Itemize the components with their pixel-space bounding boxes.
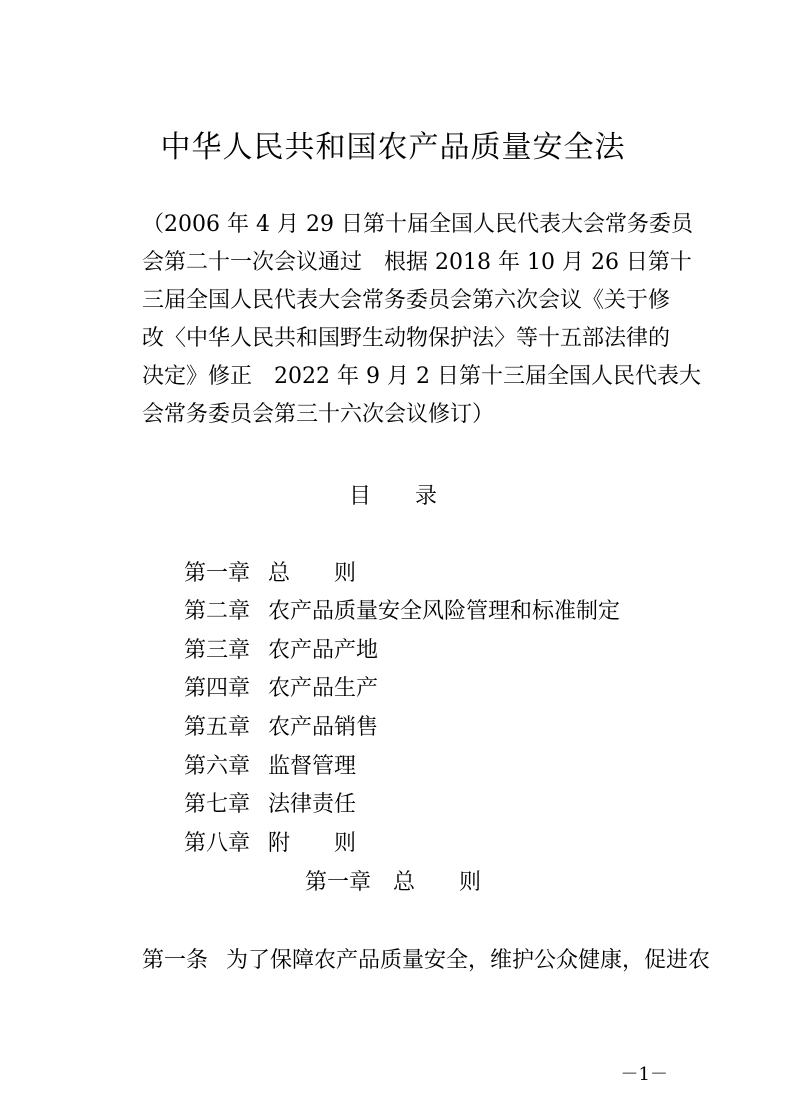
toc-chapter-number: 第五章 bbox=[183, 714, 250, 740]
toc-heading: 目 录 bbox=[348, 484, 437, 509]
preamble-line: 决定》修正 2022 年 9 月 2 日第十三届全国人民代表大 bbox=[142, 364, 701, 389]
toc-item bbox=[142, 516, 702, 586]
toc-chapter-number: 第一章 bbox=[183, 560, 250, 586]
preamble-line: 三届全国人民代表大会常务委员会第六次会议《关于修 bbox=[142, 288, 671, 313]
toc-chapter-title: 法律责任 bbox=[267, 792, 356, 818]
toc-chapter-title: 附 则 bbox=[267, 830, 356, 856]
toc-chapter-title: 总 则 bbox=[267, 560, 356, 586]
toc-chapter-number: 第六章 bbox=[183, 753, 250, 779]
toc-chapter-title: 农产品质量安全风险管理和标准制定 bbox=[267, 599, 620, 625]
preamble-line: （2006 年 4 月 29 日第十届全国人民代表大会常务委员 bbox=[142, 212, 693, 237]
preamble-line: 会第二十一次会议通过 根据 2018 年 10 月 26 日第十 bbox=[142, 250, 692, 275]
toc-chapter-number: 第八章 bbox=[183, 830, 250, 856]
page-number: －1－ bbox=[620, 1064, 668, 1085]
toc-chapter-title: 农产品生产 bbox=[267, 676, 378, 702]
toc-chapter-number: 第三章 bbox=[183, 637, 250, 663]
document-preamble bbox=[142, 206, 701, 434]
chapter-heading: 第一章 总 则 bbox=[304, 870, 481, 895]
article-paragraph bbox=[142, 942, 722, 980]
table-of-contents bbox=[142, 516, 702, 856]
toc-chapter-number: 第二章 bbox=[183, 599, 250, 625]
toc-chapter-number: 第四章 bbox=[183, 676, 250, 702]
preamble-line: 会常务委员会第三十六次会议修订） bbox=[142, 402, 495, 427]
toc-chapter-title: 农产品销售 bbox=[267, 714, 378, 740]
preamble-line: 改〈中华人民共和国野生动物保护法〉等十五部法律的 bbox=[142, 326, 671, 351]
document-title: 中华人民共和国农产品质量安全法 bbox=[160, 130, 626, 165]
toc-chapter-title: 监督管理 bbox=[267, 753, 356, 779]
article-number: 第一条 bbox=[142, 948, 209, 973]
article-text: 为了保障农产品质量安全，维护公众健康，促进农 bbox=[226, 948, 711, 973]
toc-chapter-title: 农产品产地 bbox=[267, 637, 378, 663]
toc-chapter-number: 第七章 bbox=[183, 792, 250, 818]
